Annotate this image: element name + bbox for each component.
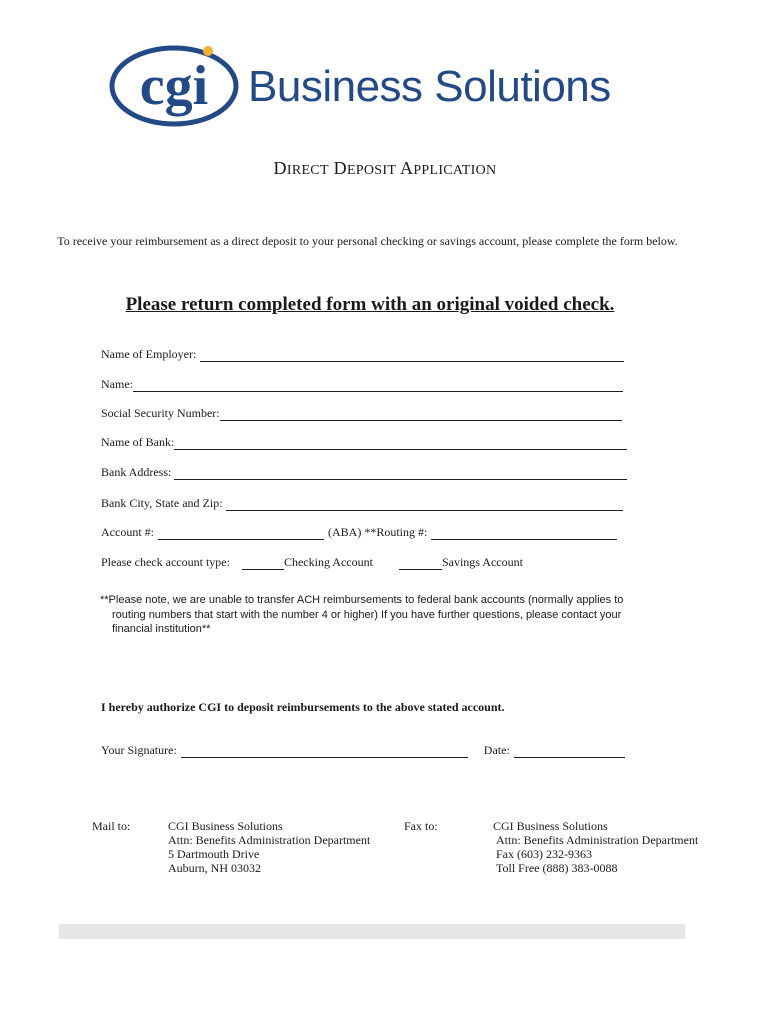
return-instructions: Please return completed form with an original voided check. [125, 294, 615, 315]
note-line-3: financial institution** [112, 623, 211, 635]
mail-to-label: Mail to: [92, 819, 131, 833]
bank-city-field[interactable] [226, 498, 623, 511]
employer-row [101, 347, 624, 362]
savings-label: Savings Account [441, 555, 523, 569]
employer-label: Name of Employer: [101, 347, 197, 361]
page-title: DIRECT DEPOSIT APPLICATION [273, 158, 497, 178]
name-label: Name: [101, 377, 133, 391]
mail-line: 5 Dartmouth Drive [168, 847, 260, 861]
mail-line: CGI Business Solutions [168, 819, 283, 833]
account-row [101, 525, 617, 540]
fax-line: Fax (603) 232-9363 [496, 847, 592, 861]
name-row [101, 377, 623, 392]
signature-label: Your Signature: [101, 743, 177, 757]
date-field[interactable] [514, 745, 625, 758]
authorization-statement: I hereby authorize CGI to deposit reimbursements to the above stated account. [101, 700, 505, 714]
signature-row [101, 743, 625, 758]
employer-field[interactable] [200, 349, 624, 362]
cgi-logo-mark-icon [108, 42, 248, 132]
mail-line: Auburn, NH 03032 [168, 861, 261, 875]
bank-name-label: Name of Bank: [101, 435, 175, 449]
fax-line: Attn: Benefits Administration Department [496, 833, 699, 847]
fax-line: Toll Free (888) 383-0088 [496, 861, 618, 875]
bank-address-field[interactable] [174, 467, 627, 480]
routing-number-field[interactable] [431, 527, 617, 540]
signature-field[interactable] [181, 745, 468, 758]
ssn-label: Social Security Number: [101, 406, 220, 420]
checking-checkbox[interactable] [242, 557, 284, 570]
bank-city-label: Bank City, State and Zip: [101, 496, 223, 510]
ssn-field[interactable] [220, 408, 622, 421]
bank-name-row [101, 435, 627, 450]
account-type-label: Please check account type: [101, 555, 230, 569]
bank-address-label: Bank Address: [101, 465, 172, 479]
savings-checkbox[interactable] [399, 557, 442, 570]
ach-note [100, 593, 680, 637]
note-line-2: routing numbers that start with the number 4 or higher) If you have further questions, please contact your [112, 608, 622, 621]
bank-city-row [101, 496, 623, 511]
name-field[interactable] [133, 379, 623, 392]
fax-to-label: Fax to: [404, 819, 438, 833]
cgi-logo [108, 42, 638, 132]
routing-label: (ABA) **Routing #: [328, 525, 428, 539]
ssn-row [101, 406, 622, 421]
fax-line: CGI Business Solutions [493, 819, 608, 833]
account-number-field[interactable] [158, 527, 324, 540]
account-label: Account #: [101, 525, 154, 539]
fax-contact [493, 819, 698, 875]
logo-gold-dot-icon [203, 46, 213, 56]
mail-address [168, 819, 370, 875]
bank-address-row [101, 465, 627, 480]
checking-label: Checking Account [283, 555, 373, 569]
bank-name-field[interactable] [174, 437, 627, 450]
intro-text: To receive your reimbursement as a direct deposit to your personal checking or savings account, please complete the form below. [57, 234, 678, 248]
logo-mark-text: cgi [139, 55, 209, 117]
mail-line: Attn: Benefits Administration Department [168, 833, 371, 847]
account-type-row [101, 555, 523, 570]
footer-bar [59, 924, 685, 939]
date-label: Date: [483, 743, 510, 757]
note-line-1: **Please note, we are unable to transfer ACH reimbursements to federal bank accounts (normally applies to [100, 594, 624, 606]
logo-brand-text: Business Solutions [248, 62, 611, 111]
